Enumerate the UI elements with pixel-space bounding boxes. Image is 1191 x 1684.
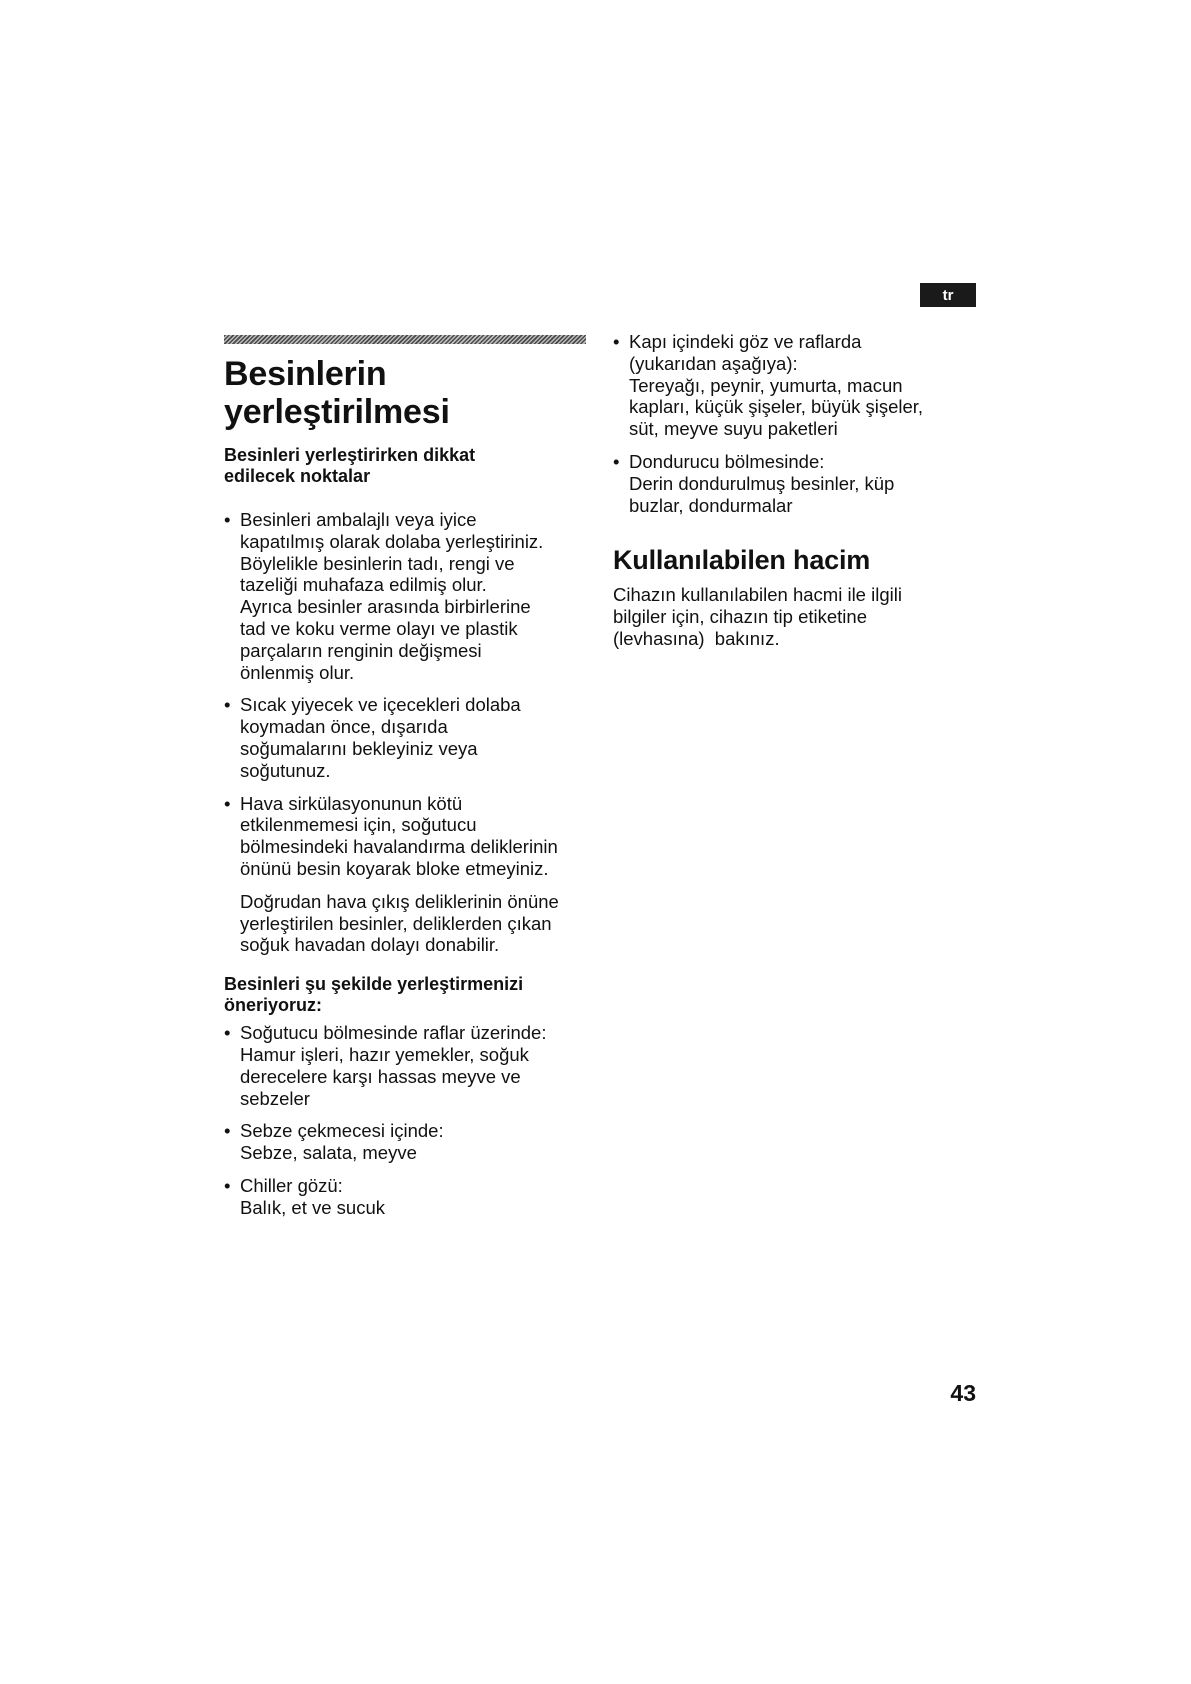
section-title xyxy=(224,355,586,431)
line: Kapı içindeki göz ve raflarda xyxy=(629,331,862,352)
usable-volume-paragraph xyxy=(613,584,983,649)
line: tad ve koku verme olayı ve plastik xyxy=(240,617,518,639)
bullet-icon: • xyxy=(613,450,620,472)
line: etkilenmemesi için, soğutucu xyxy=(240,814,477,836)
line: bölmesindeki havalandırma deliklerinin xyxy=(240,836,558,858)
list-item xyxy=(224,793,586,880)
list-item xyxy=(224,1175,586,1219)
line: tazeliği muhafaza edilmiş olur. xyxy=(240,574,487,596)
line: Dondurucu bölmesinde: xyxy=(629,450,825,472)
line: parçaların renginin değişmesi xyxy=(240,639,482,661)
line: Sebze, salata, meyve xyxy=(240,1142,417,1164)
line: Besinleri ambalajlı veya iyice xyxy=(240,509,477,530)
line: Hamur işleri, hazır yemekler, soğuk xyxy=(240,1043,529,1065)
line: Tereyağı, peynir, yumurta, macun xyxy=(629,374,903,396)
list-item xyxy=(613,451,983,516)
line: Derin dondurulmuş besinler, küp xyxy=(629,472,895,494)
bullet-icon: • xyxy=(224,694,231,716)
subheading-recommendations xyxy=(224,974,586,1016)
line: koymadan önce, dışarıda xyxy=(240,716,448,738)
list-item xyxy=(224,1120,586,1164)
subheading-line: öneriyoruz: xyxy=(224,995,323,1016)
bullet-icon: • xyxy=(224,792,231,814)
ventilation-note xyxy=(224,891,586,956)
list-item xyxy=(613,331,983,440)
usable-volume-heading: Kullanılabilen hacim xyxy=(613,545,871,576)
section-title-line: yerleştirilmesi xyxy=(224,393,450,431)
bullet-icon: • xyxy=(224,509,231,530)
attention-list xyxy=(224,509,586,880)
line: Sıcak yiyecek ve içecekleri dolaba xyxy=(240,694,521,716)
line: Soğutucu bölmesinde raflar üzerinde: xyxy=(240,1022,547,1044)
line: önlenmiş olur. xyxy=(240,661,355,683)
subheading-line: Besinleri şu şekilde yerleştirmenizi xyxy=(224,974,524,995)
line: (levhasına) bakınız. xyxy=(613,627,780,649)
bullet-icon: • xyxy=(613,331,620,352)
bullet-icon: • xyxy=(224,1022,231,1044)
line: Böylelikle besinlerin tadı, rengi ve xyxy=(240,552,515,574)
line: kapatılmış olarak dolaba yerleştiriniz. xyxy=(240,530,544,552)
list-item xyxy=(224,509,586,683)
line: önünü besin koyarak bloke etmeyiniz. xyxy=(240,857,549,879)
line: Balık, et ve sucuk xyxy=(240,1196,385,1218)
right-column xyxy=(613,331,983,650)
line: derecelere karşı hassas meyve ve xyxy=(240,1065,521,1087)
line: soğuk havadan dolayı donabilir. xyxy=(240,934,500,956)
subheading-attention-points xyxy=(224,445,586,487)
bullet-icon: • xyxy=(224,1174,231,1196)
bullet-icon: • xyxy=(224,1120,231,1142)
line: Ayrıca besinler arasında birbirlerine xyxy=(240,596,531,618)
subheading-line: edilecek noktalar xyxy=(224,466,371,486)
line: soğumalarını bekleyiniz veya xyxy=(240,737,478,759)
line: Doğrudan hava çıkış deliklerinin önüne xyxy=(240,890,559,912)
line: süt, meyve suyu paketleri xyxy=(629,418,838,440)
line: Chiller gözü: xyxy=(240,1174,343,1196)
line: Cihazın kullanılabilen hacmi ile ilgili xyxy=(613,584,902,606)
left-column xyxy=(224,335,586,1219)
line: yerleştirilen besinler, deliklerden çıkan xyxy=(240,912,552,934)
section-title-line: Besinlerin xyxy=(224,355,387,393)
line: Hava sirkülasyonunun kötü xyxy=(240,792,463,814)
line: kapları, küçük şişeler, büyük şişeler, xyxy=(629,396,924,418)
list-item xyxy=(224,1022,586,1109)
line: Sebze çekmecesi içinde: xyxy=(240,1120,444,1142)
placement-list-continued xyxy=(613,331,983,516)
list-item xyxy=(224,694,586,781)
section-divider-bar xyxy=(224,335,586,344)
line: bilgiler için, cihazın tip etiketine xyxy=(613,606,867,628)
page-number: 43 xyxy=(950,1380,976,1406)
placement-list xyxy=(224,1022,586,1218)
line: sebzeler xyxy=(240,1087,310,1109)
line: soğutunuz. xyxy=(240,759,331,781)
line: buzlar, dondurmalar xyxy=(629,494,793,516)
language-tab: tr xyxy=(920,283,976,307)
subheading-line: Besinleri yerleştirirken dikkat xyxy=(224,445,476,465)
line: (yukarıdan aşağıya): xyxy=(629,352,798,374)
